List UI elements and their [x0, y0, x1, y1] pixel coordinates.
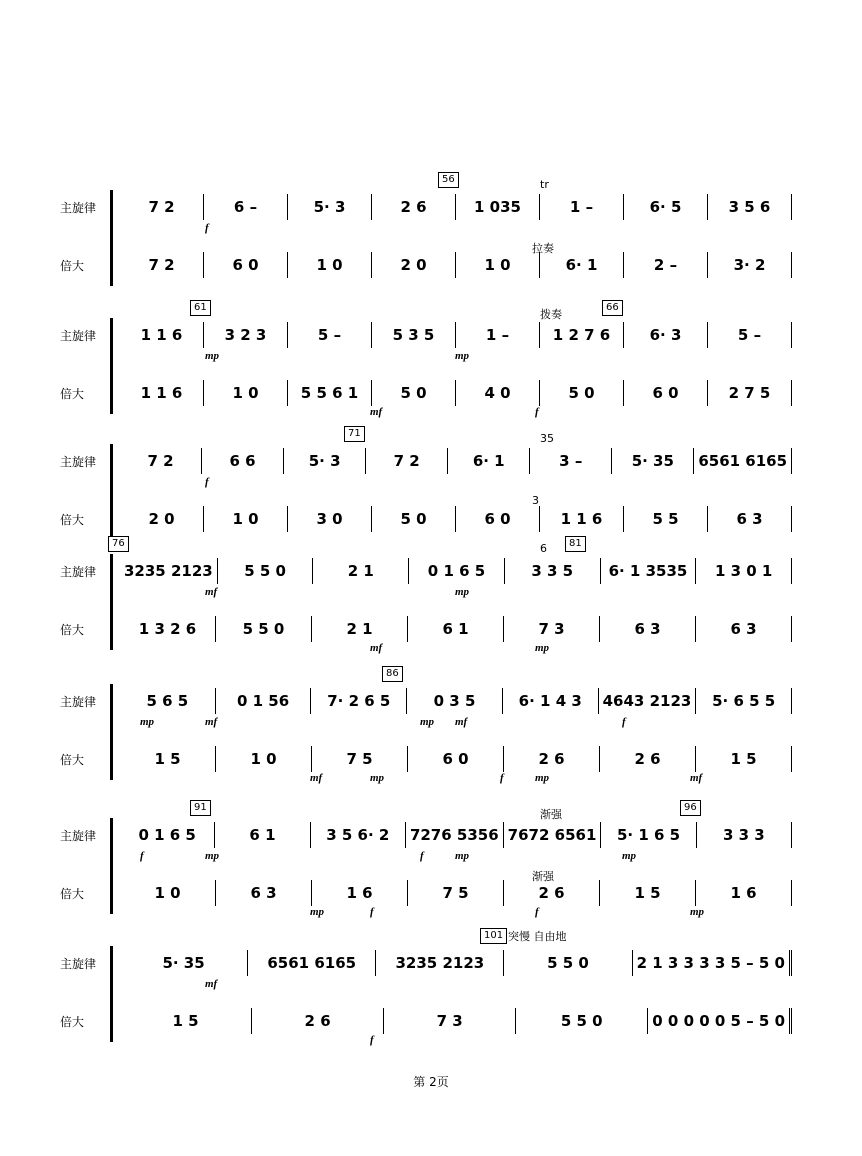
measure: 1 2 7 6: [540, 322, 624, 348]
measure: 6 0: [408, 746, 504, 772]
dynamic-mark: mp: [455, 586, 470, 598]
measure: 7 5: [408, 880, 504, 906]
measure: 6 0: [204, 252, 288, 278]
bass-staff: [120, 744, 792, 774]
measure: 1 0: [456, 252, 540, 278]
measure: 7276 5356: [406, 822, 504, 848]
melody-staff-label: 主旋律: [60, 695, 97, 709]
melody-staff-label: 主旋律: [60, 455, 97, 469]
measure: 6 3: [216, 880, 312, 906]
dynamic-mark: f: [370, 906, 374, 918]
measure: 6 3: [696, 616, 792, 642]
bass-staff: [120, 878, 792, 908]
measure: 5· 3: [284, 448, 366, 474]
measure: 7 5: [312, 746, 408, 772]
measure: 1 5: [120, 746, 216, 772]
score-system: [0, 174, 862, 288]
bass-staff: [120, 614, 792, 644]
measure: 6 0: [456, 506, 540, 532]
measure: 7 3: [504, 616, 600, 642]
melody-staff: [120, 820, 792, 850]
measure: 1 0: [120, 880, 216, 906]
melody-staff: [120, 556, 792, 586]
measure: 6· 1 3535: [601, 558, 697, 584]
measure: 2 7 5: [708, 380, 792, 406]
system-brace: [110, 818, 113, 914]
expression-mark: 拨奏: [540, 308, 562, 321]
bass-staff: [120, 378, 792, 408]
measure: 0 1 56: [216, 688, 312, 714]
dynamic-mark: mp: [455, 850, 470, 862]
dynamic-mark: f: [420, 850, 424, 862]
measure: 6 3: [708, 506, 792, 532]
melody-staff-label: 主旋律: [60, 329, 97, 343]
measure: 1 1 6: [540, 506, 624, 532]
score-system: [0, 538, 862, 654]
measure: 3 5 6· 2: [311, 822, 406, 848]
rehearsal-mark: 91: [190, 800, 211, 816]
rehearsal-mark: 66: [602, 300, 623, 316]
measure: 6 3: [600, 616, 696, 642]
dynamic-mark: mf: [205, 978, 218, 990]
measure: 2 1: [313, 558, 409, 584]
system-brace: [110, 554, 113, 650]
dynamic-mark: mf: [370, 642, 383, 654]
measure: 2 6: [504, 880, 600, 906]
measure: 6· 1: [448, 448, 530, 474]
measure: 5 0: [540, 380, 624, 406]
measure: 6561 6165: [694, 448, 792, 474]
rehearsal-mark: 101: [480, 928, 507, 944]
rehearsal-mark: 81: [565, 536, 586, 552]
melody-staff: [120, 686, 792, 716]
measure: 2 1 3 3 3 3 5 – 5 0: [633, 950, 792, 976]
bass-staff: [120, 250, 792, 280]
dynamic-mark: f: [535, 906, 539, 918]
bass-staff-label: 倍大: [60, 387, 85, 401]
dynamic-mark: f: [205, 476, 209, 488]
measure: 6· 1: [540, 252, 624, 278]
measure: 6· 5: [624, 194, 708, 220]
measure: 5 0: [372, 506, 456, 532]
dynamic-mark: mp: [535, 772, 550, 784]
expression-mark: 拉奏: [532, 242, 554, 255]
measure: 5 –: [288, 322, 372, 348]
dynamic-mark: f: [500, 772, 504, 784]
melody-staff-label: 主旋律: [60, 957, 97, 971]
expression-mark: 35: [540, 432, 554, 445]
measure: 2 1: [312, 616, 408, 642]
measure: 6561 6165: [248, 950, 376, 976]
measure: 6 1: [215, 822, 310, 848]
score-system: [0, 802, 862, 918]
measure: 1 5: [696, 746, 792, 772]
bass-staff-label: 倍大: [60, 623, 85, 637]
dynamic-mark: f: [140, 850, 144, 862]
measure: 1 –: [456, 322, 540, 348]
page-footer: 第 2页: [413, 1075, 449, 1089]
measure: 5· 1 6 5: [601, 822, 696, 848]
dynamic-mark: mf: [205, 716, 218, 728]
measure: 1 035: [456, 194, 540, 220]
measure: 2 6: [600, 746, 696, 772]
dynamic-mark: f: [535, 406, 539, 418]
measure: 6 6: [202, 448, 284, 474]
bass-staff: [120, 1006, 792, 1036]
measure: 3 2 3: [204, 322, 288, 348]
measure: 1 3 0 1: [696, 558, 792, 584]
dynamic-mark: f: [370, 1034, 374, 1046]
melody-staff: [120, 192, 792, 222]
measure: 2 6: [372, 194, 456, 220]
measure: 6 0: [624, 380, 708, 406]
measure: 5 6 5: [120, 688, 216, 714]
melody-staff: [120, 948, 792, 978]
measure: 0 3 5: [407, 688, 503, 714]
dynamic-mark: f: [622, 716, 626, 728]
measure: 5· 6 5 5: [696, 688, 792, 714]
measure: 3 0: [288, 506, 372, 532]
measure: 5 5: [624, 506, 708, 532]
expression-mark: tr: [540, 178, 549, 191]
measure: 2 0: [372, 252, 456, 278]
measure: 1 5: [600, 880, 696, 906]
measure: 5 0: [372, 380, 456, 406]
dynamic-mark: mp: [535, 642, 550, 654]
dynamic-mark: mp: [140, 716, 155, 728]
measure: 3235 2123: [120, 558, 218, 584]
measure: 3 5 6: [708, 194, 792, 220]
dynamic-mark: mp: [622, 850, 637, 862]
score-system: [0, 428, 862, 542]
score-system: [0, 668, 862, 784]
measure: 7 3: [384, 1008, 516, 1034]
measure: 1 5: [120, 1008, 252, 1034]
measure: 2 0: [120, 506, 204, 532]
measure: 1 0: [204, 380, 288, 406]
dynamic-mark: mf: [205, 586, 218, 598]
dynamic-mark: mp: [310, 906, 325, 918]
rehearsal-mark: 86: [382, 666, 403, 682]
measure: 5 5 0: [216, 616, 312, 642]
expression-mark: 渐强: [540, 808, 562, 821]
measure: 2 –: [624, 252, 708, 278]
measure: 5 5 0: [504, 950, 632, 976]
measure: 1 1 6: [120, 322, 204, 348]
measure: 0 1 6 5: [409, 558, 505, 584]
rehearsal-mark: 71: [344, 426, 365, 442]
measure: 5 5 0: [218, 558, 314, 584]
measure: 0 1 6 5: [120, 822, 215, 848]
rehearsal-mark: 96: [680, 800, 701, 816]
measure: 6 1: [408, 616, 504, 642]
measure: 7672 6561: [504, 822, 602, 848]
expression-mark: 6: [540, 542, 547, 555]
dynamic-mark: mp: [420, 716, 435, 728]
measure: 6· 3: [624, 322, 708, 348]
bass-staff-label: 倍大: [60, 753, 85, 767]
dynamic-mark: f: [205, 222, 209, 234]
system-brace: [110, 190, 113, 286]
dynamic-mark: mp: [370, 772, 385, 784]
melody-staff-label: 主旋律: [60, 829, 97, 843]
dynamic-mark: mp: [455, 350, 470, 362]
measure: 1 6: [312, 880, 408, 906]
measure: 3 3 5: [505, 558, 601, 584]
bass-staff-label: 倍大: [60, 513, 85, 527]
dynamic-mark: mf: [690, 772, 703, 784]
melody-staff-label: 主旋律: [60, 565, 97, 579]
dynamic-mark: mp: [690, 906, 705, 918]
rehearsal-mark: 61: [190, 300, 211, 316]
measure: 5 5 0: [516, 1008, 648, 1034]
expression-mark: 3: [532, 494, 539, 507]
dynamic-mark: mf: [310, 772, 323, 784]
expression-mark: 渐强: [532, 870, 554, 883]
measure: 1 6: [696, 880, 792, 906]
dynamic-mark: mf: [455, 716, 468, 728]
bass-staff-label: 倍大: [60, 259, 85, 273]
measure: 2 6: [252, 1008, 384, 1034]
measure: 7 2: [120, 448, 202, 474]
rehearsal-mark: 56: [438, 172, 459, 188]
measure: 5 3 5: [372, 322, 456, 348]
measure: 4643 2123: [599, 688, 697, 714]
measure: 3 –: [530, 448, 612, 474]
measure: 1 1 6: [120, 380, 204, 406]
measure: 5· 35: [120, 950, 248, 976]
system-brace: [110, 318, 113, 414]
measure: 7 2: [120, 194, 204, 220]
score-system: [0, 930, 862, 1046]
score-system: [0, 302, 862, 418]
measure: 3235 2123: [376, 950, 504, 976]
measure: 7 2: [120, 252, 204, 278]
measure: 5 –: [708, 322, 792, 348]
rehearsal-mark: 76: [108, 536, 129, 552]
measure: 1 3 2 6: [120, 616, 216, 642]
measure: 1 –: [540, 194, 624, 220]
dynamic-mark: mp: [205, 850, 220, 862]
system-brace: [110, 444, 113, 540]
measure: 6· 1 4 3: [503, 688, 599, 714]
melody-staff-label: 主旋律: [60, 201, 97, 215]
measure: 4 0: [456, 380, 540, 406]
bass-staff-label: 倍大: [60, 887, 85, 901]
measure: 5· 35: [612, 448, 694, 474]
system-brace: [110, 946, 113, 1042]
measure: 3· 2: [708, 252, 792, 278]
dynamic-mark: mp: [205, 350, 220, 362]
bass-staff: [120, 504, 792, 534]
measure: 1 0: [216, 746, 312, 772]
melody-staff: [120, 446, 792, 476]
measure: 7 2: [366, 448, 448, 474]
measure: 1 0: [204, 506, 288, 532]
bass-staff-label: 倍大: [60, 1015, 85, 1029]
dynamic-mark: mf: [370, 406, 383, 418]
measure: 6 –: [204, 194, 288, 220]
measure: 7· 2 6 5: [311, 688, 407, 714]
measure: 2 6: [504, 746, 600, 772]
measure: 1 0: [288, 252, 372, 278]
measure: 5· 3: [288, 194, 372, 220]
tempo-marking: 突慢 自由地: [508, 930, 567, 943]
measure: 0 0 0 0 0 5 – 5 0: [648, 1008, 792, 1034]
system-brace: [110, 684, 113, 780]
measure: 3 3 3: [697, 822, 792, 848]
measure: 5 5 6 1: [288, 380, 372, 406]
melody-staff: [120, 320, 792, 350]
